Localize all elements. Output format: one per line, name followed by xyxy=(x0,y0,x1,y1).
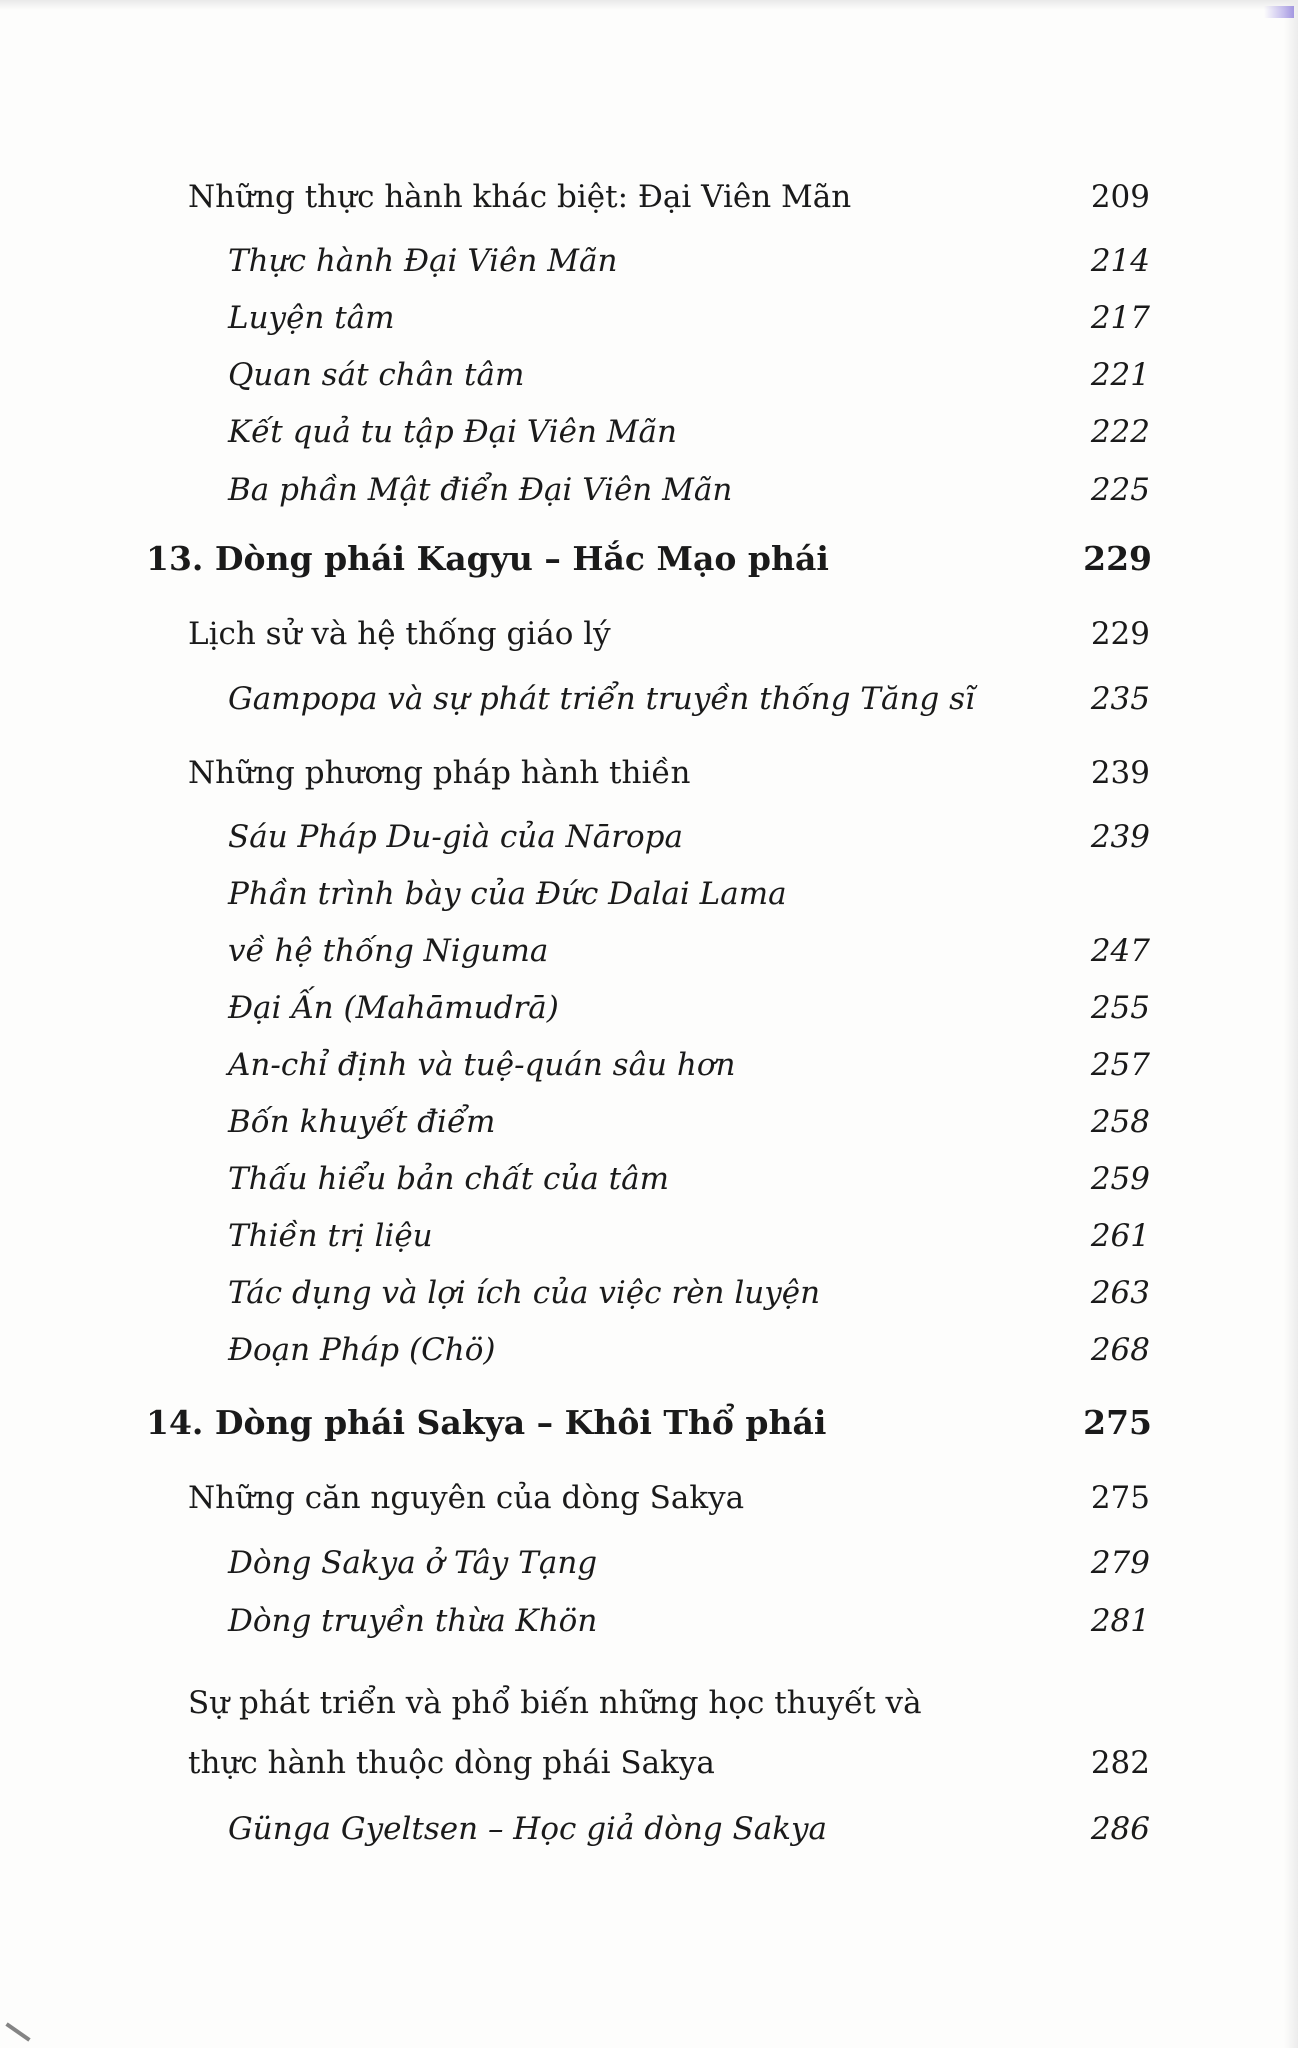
toc-entry-title: về hệ thống Niguma xyxy=(228,933,549,969)
toc-entry xyxy=(0,811,1298,863)
toc-entry-page: 239 xyxy=(1090,819,1150,855)
toc-entry-page: 255 xyxy=(1090,990,1150,1026)
toc-entry-title: Những thực hành khác biệt: Đại Viên Mãn xyxy=(188,179,852,215)
toc-entry-page: 281 xyxy=(1090,1603,1150,1639)
toc-entry-title: Dòng Sakya ở Tây Tạng xyxy=(228,1545,598,1581)
toc-entry-page: 209 xyxy=(1090,179,1150,215)
toc-entry-title: Lịch sử và hệ thống giáo lý xyxy=(188,616,611,652)
toc-entry xyxy=(0,292,1298,344)
toc-entry-title: Sáu Pháp Du-già của Nāropa xyxy=(228,819,684,855)
toc-chapter-heading xyxy=(0,533,1298,585)
toc-entry-page: 221 xyxy=(1090,357,1150,393)
toc-entry-title: Ba phần Mật điển Đại Viên Mãn xyxy=(228,472,733,508)
toc-entry-title: An-chỉ định và tuệ-quán sâu hơn xyxy=(228,1047,736,1083)
toc-entry-title: Đại Ấn (Mahāmudrā) xyxy=(228,990,559,1026)
toc-entry xyxy=(0,1472,1298,1524)
toc-entry xyxy=(0,171,1298,223)
toc-entry-page: 268 xyxy=(1090,1332,1150,1368)
toc-entry-title: Sự phát triển và phổ biến những học thuyết và xyxy=(188,1685,922,1721)
toc-entry-title: Thiền trị liệu xyxy=(228,1218,433,1254)
toc-entry-title: Dòng truyền thừa Khön xyxy=(228,1603,598,1639)
toc-entry-page: 222 xyxy=(1090,414,1150,450)
toc-entry-page: 235 xyxy=(1090,681,1150,717)
toc-entry-page: 239 xyxy=(1090,755,1150,791)
toc-entry-page: 225 xyxy=(1090,472,1150,508)
toc-entry xyxy=(0,747,1298,799)
toc-entry-title: 14. Dòng phái Sakya – Khôi Thổ phái xyxy=(146,1403,827,1442)
toc-entry-page: 229 xyxy=(1083,539,1152,578)
toc-entry-page: 263 xyxy=(1090,1275,1150,1311)
toc-entry-title: Kết quả tu tập Đại Viên Mãn xyxy=(228,414,677,450)
toc-entry xyxy=(0,1677,1298,1729)
toc-entry-page: 258 xyxy=(1090,1104,1150,1140)
toc-entry xyxy=(0,235,1298,287)
toc-entry xyxy=(0,1803,1298,1855)
toc-entry-page: 247 xyxy=(1090,933,1150,969)
toc-entry-page: 217 xyxy=(1090,300,1150,336)
toc-entry-page: 259 xyxy=(1090,1161,1150,1197)
toc-entry-title: Những phương pháp hành thiền xyxy=(188,755,691,791)
toc-entry xyxy=(0,1537,1298,1589)
toc-entry xyxy=(0,1210,1298,1262)
toc-entry xyxy=(0,1595,1298,1647)
toc-entry-title: Quan sát chân tâm xyxy=(228,357,525,393)
toc-entry xyxy=(0,1324,1298,1376)
toc-entry xyxy=(0,982,1298,1034)
toc-entry-title: Tác dụng và lợi ích của việc rèn luyện xyxy=(228,1275,821,1311)
toc-entry xyxy=(0,925,1298,977)
toc-entry-page: 275 xyxy=(1090,1480,1150,1516)
toc-entry-title: Đoạn Pháp (Chö) xyxy=(228,1332,496,1368)
toc-entry-title: Günga Gyeltsen – Học giả dòng Sakya xyxy=(228,1811,827,1847)
toc-entry-title: Gampopa và sự phát triển truyền thống Tăng sĩ xyxy=(228,681,975,717)
toc-entry xyxy=(0,406,1298,458)
toc-entry-title: thực hành thuộc dòng phái Sakya xyxy=(188,1745,715,1781)
toc-entry-title: 13. Dòng phái Kagyu – Hắc Mạo phái xyxy=(146,539,829,578)
toc-entry xyxy=(0,349,1298,401)
toc-entry xyxy=(0,1153,1298,1205)
toc-entry-title: Thấu hiểu bản chất của tâm xyxy=(228,1161,670,1197)
toc-entry xyxy=(0,1096,1298,1148)
toc-entry xyxy=(0,464,1298,516)
toc-entry-page: 286 xyxy=(1090,1811,1150,1847)
toc-entry-page: 261 xyxy=(1090,1218,1150,1254)
toc-entry-page: 257 xyxy=(1090,1047,1150,1083)
toc-entry-page: 279 xyxy=(1090,1545,1150,1581)
toc-entry-title: Những căn nguyên của dòng Sakya xyxy=(188,1480,745,1516)
toc-entry xyxy=(0,673,1298,725)
toc-entry xyxy=(0,1267,1298,1319)
toc-chapter-heading xyxy=(0,1397,1298,1449)
toc-entry-page: 282 xyxy=(1090,1745,1150,1781)
toc-entry-title: Phần trình bày của Đức Dalai Lama xyxy=(228,876,787,912)
toc-entry-page: 229 xyxy=(1090,616,1150,652)
toc-entry-page: 214 xyxy=(1090,243,1150,279)
toc-entry xyxy=(0,608,1298,660)
toc-entry-title: Bốn khuyết điểm xyxy=(228,1104,496,1140)
toc-entry-title: Luyện tâm xyxy=(228,300,395,336)
toc-entry xyxy=(0,1039,1298,1091)
toc-entry xyxy=(0,868,1298,920)
toc-entry-title: Thực hành Đại Viên Mãn xyxy=(228,243,618,279)
toc-entry xyxy=(0,1737,1298,1789)
toc-entry-page: 275 xyxy=(1083,1403,1152,1442)
